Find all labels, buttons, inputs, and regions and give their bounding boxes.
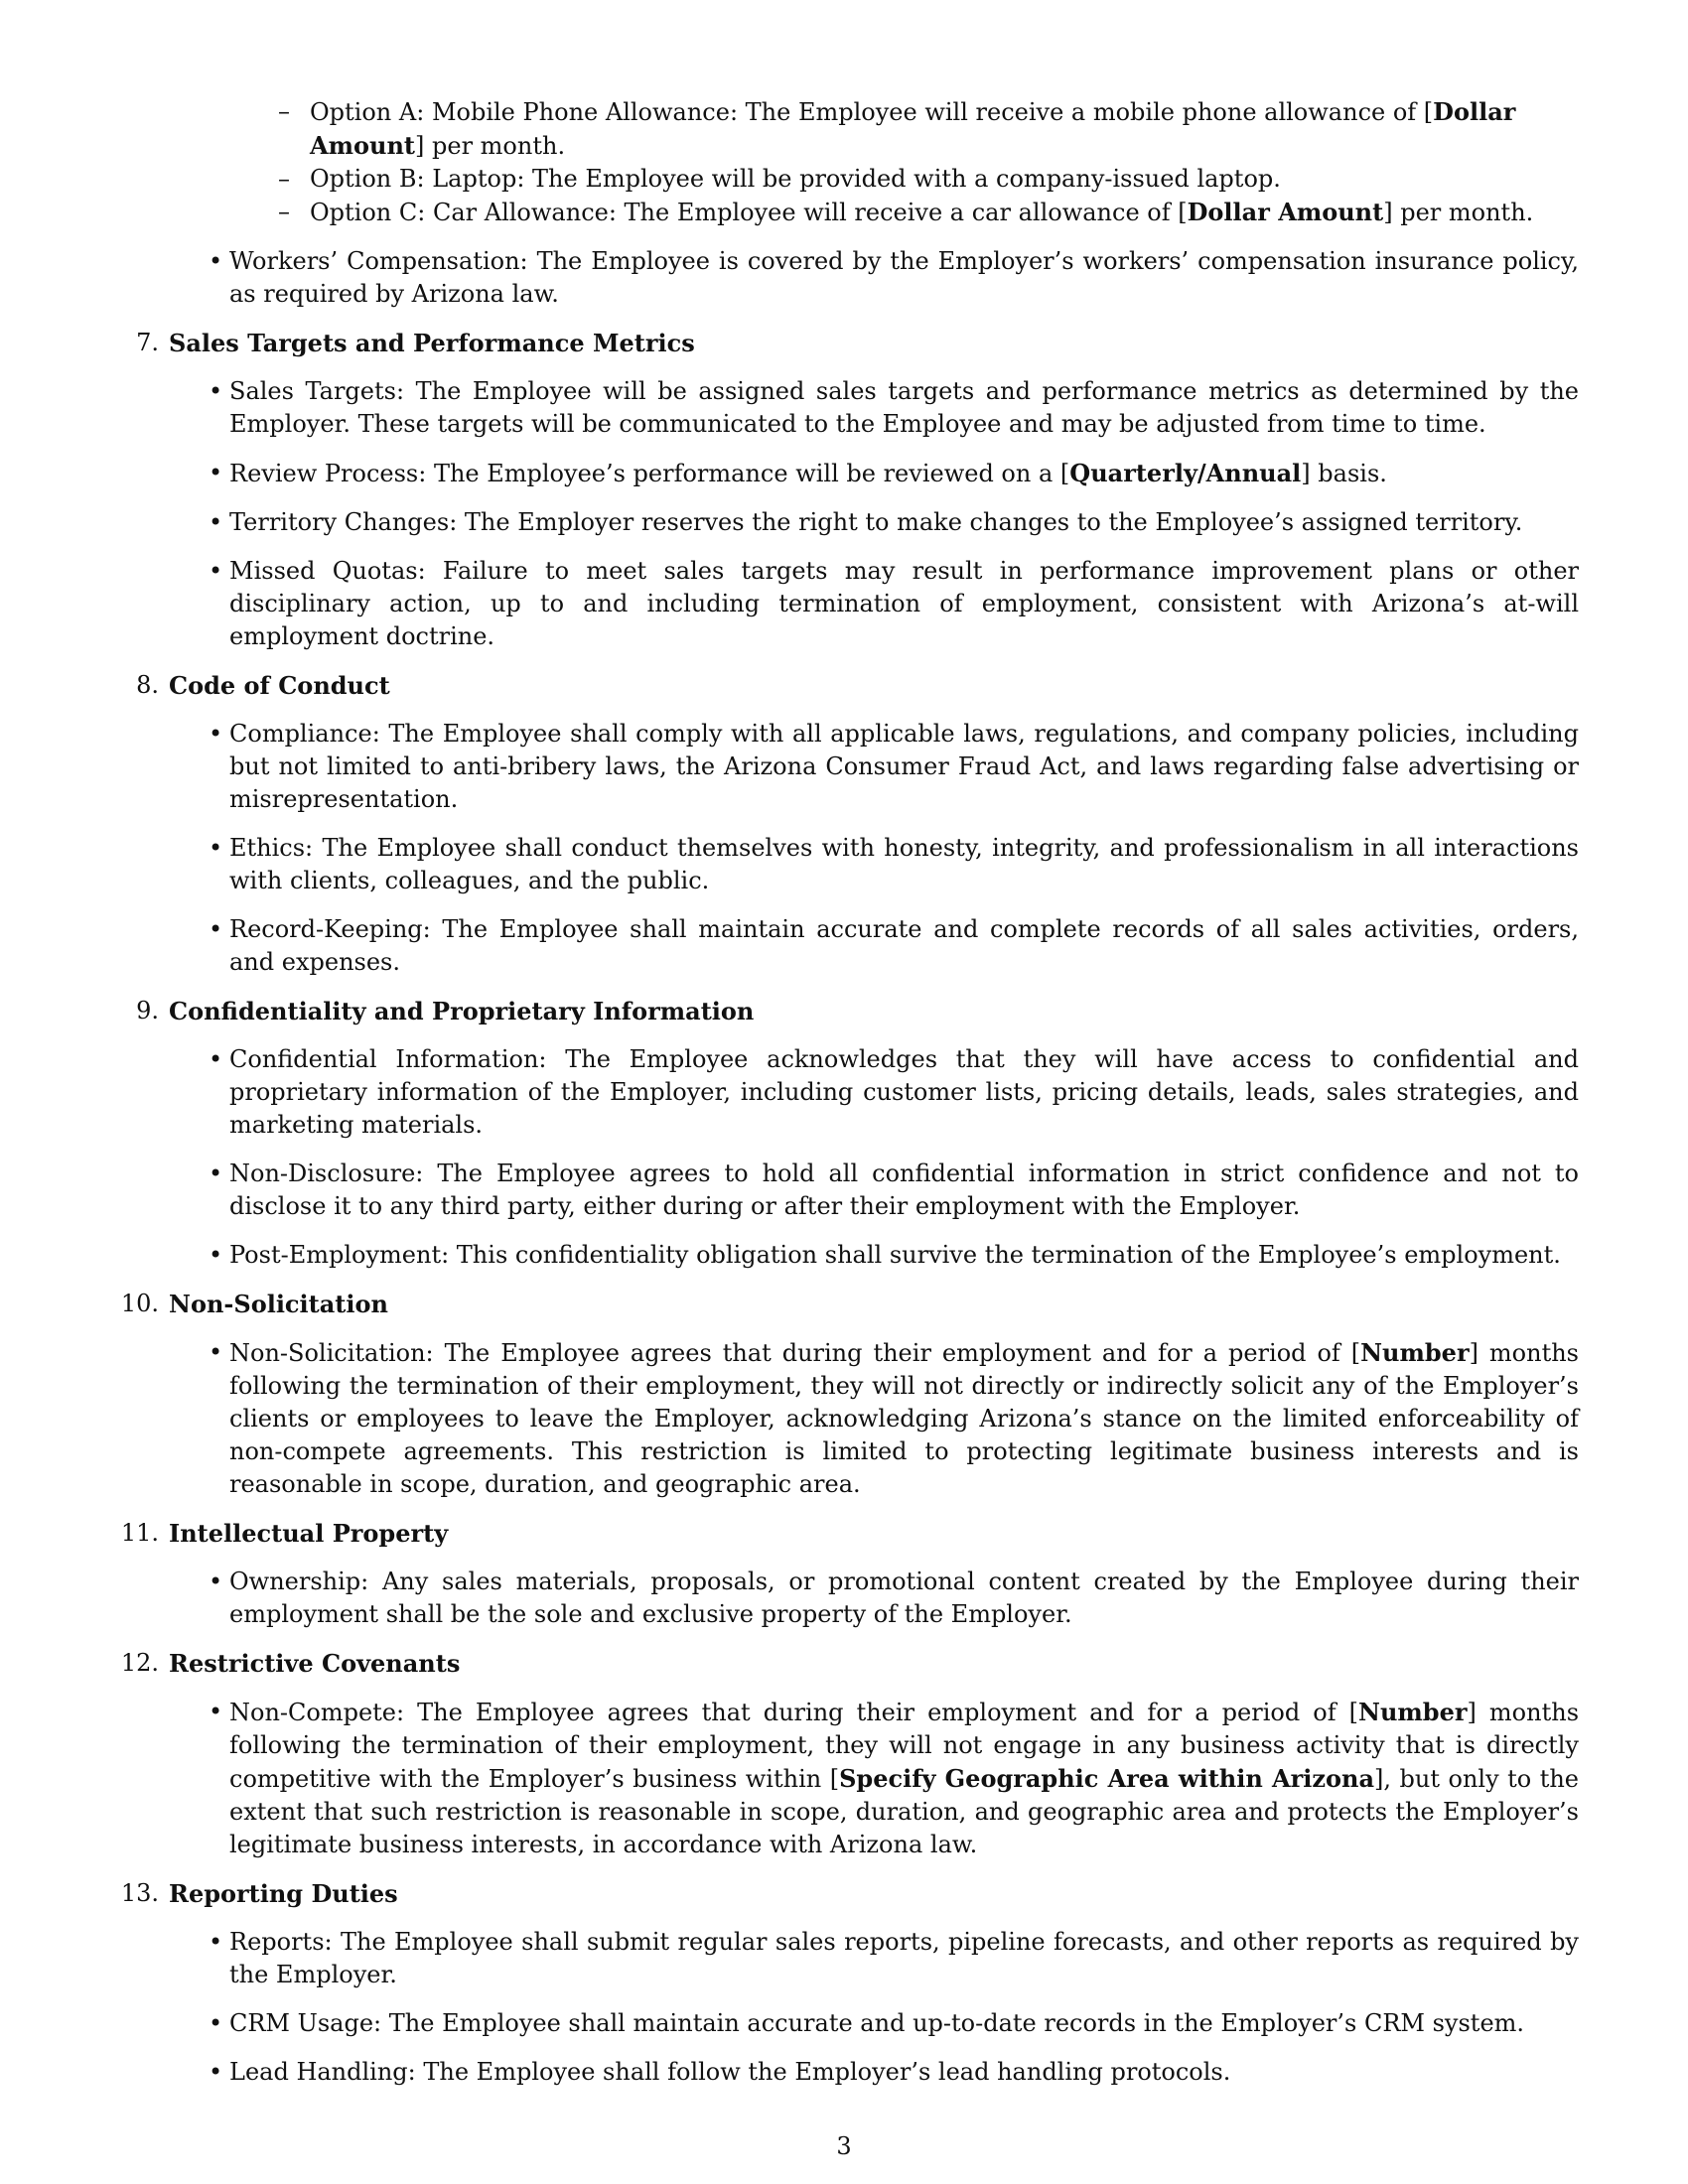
section-7	[129, 327, 1579, 653]
section-heading: 9. Confidentiality and Proprietary Information	[136, 997, 755, 1025]
section-13	[120, 1877, 1579, 2089]
option-b: – Option B: Laptop: The Employee will be provided with a company-issued laptop.	[278, 165, 1281, 193]
section-heading: 10. Non-Solicitation	[120, 1290, 388, 1318]
bullet-record-keeping: • Record-Keeping: The Employee shall maintain accurate and complete records of all sales activities, orders, and expenses.	[209, 915, 1579, 976]
section-8	[129, 669, 1579, 979]
section-heading: 11. Intellectual Property	[120, 1519, 449, 1548]
section-heading: 8. Code of Conduct	[136, 671, 390, 700]
bullet-missed-quotas: • Missed Quotas: Failure to meet sales targets may result in performance improvement plans or other disciplinary action, up to and including termination of employment, consistent with Arizona’s at-will employment doctrine.	[209, 557, 1579, 650]
bullet-ownership: • Ownership: Any sales materials, proposals, or promotional content created by the Employee during their employment shall be the sole and exclusive property of the Employer.	[209, 1568, 1579, 1628]
section-heading: 7. Sales Targets and Performance Metrics	[136, 329, 695, 357]
section-12	[120, 1647, 1580, 1861]
page-number: 3	[836, 2132, 852, 2160]
bullet-compliance: • Compliance: The Employee shall comply with all applicable laws, regulations, and company policies, including but not limited to anti-bribery laws, the Arizona Consumer Fraud Act, and laws regarding false advertising or misrepresentation.	[209, 720, 1579, 813]
bullet-ethics: • Ethics: The Employee shall conduct themselves with honesty, integrity, and professionalism in all interactions with clients, colleagues, and the public.	[209, 834, 1579, 894]
bullet-crm-usage: • CRM Usage: The Employee shall maintain accurate and up-to-date records in the Employer’s CRM system.	[209, 2009, 1525, 2037]
option-c: – Option C: Car Allowance: The Employee will receive a car allowance of [Dollar Amount] per month.	[278, 198, 1534, 226]
option-a: – Option A: Mobile Phone Allowance: The Employee will receive a mobile phone allowance of [Dollar Amount] per month.	[278, 97, 1516, 160]
bullet-confidential-information: • Confidential Information: The Employee acknowledges that they will have access to confidential and proprietary information of the Employer, including customer lists, pricing details, leads, sales strategies, and marketing materials.	[209, 1045, 1579, 1139]
section-heading: 12. Restrictive Covenants	[120, 1649, 461, 1678]
bullet-reports: • Reports: The Employee shall submit regular sales reports, pipeline forecasts, and other reports as required by the Employer.	[209, 1928, 1579, 1988]
section-11	[120, 1517, 1579, 1631]
bullet-lead-handling: • Lead Handling: The Employee shall follow the Employer’s lead handling protocols.	[209, 2058, 1231, 2086]
section-heading: 13. Reporting Duties	[120, 1879, 398, 1908]
bullet-territory-changes: • Territory Changes: The Employer reserves the right to make changes to the Employee’s assigned territory.	[209, 508, 1523, 536]
bullet-workers-compensation: • Workers’ Compensation: The Employee is covered by the Employer’s workers’ compensation insurance policy, as required by Arizona law.	[209, 247, 1579, 308]
benefit-options-list	[278, 95, 1579, 229]
bullet-sales-targets: • Sales Targets: The Employee will be assigned sales targets and performance metrics as determined by the Employer. These targets will be communicated to the Employee and may be adjusted from time to time.	[209, 377, 1579, 438]
bullet-post-employment: • Post-Employment: This confidentiality obligation shall survive the termination of the Employee’s employment.	[209, 1241, 1561, 1269]
bullet-non-compete: • Non-Compete: The Employee agrees that during their employment and for a period of [Number] months following the termination of their employment, they will not engage in any business activity that is directly competitive with the Employer’s business within [Specify Geographic Area within Arizona], but only to the extent that such restriction is reasonable in scope, duration, and geographic area and protects the Employer’s legitimate business interests, in accordance with Arizona law.	[209, 1698, 1580, 1858]
section-10	[120, 1288, 1579, 1501]
bullet-non-disclosure: • Non-Disclosure: The Employee agrees to hold all confidential information in strict confidence and not to disclose it to any third party, either during or after their employment with the Employer.	[209, 1160, 1579, 1220]
bullet-non-solicitation: • Non-Solicitation: The Employee agrees that during their employment and for a period of [Number] months following the termination of their employment, they will not directly or indirectly solicit any of the Employer’s clients or employees to leave the Employer, acknowledging Arizona’s stance on the limited enforceability of non-compete agreements. This restriction is limited to protecting legitimate business interests and is reasonable in scope, duration, and geographic area.	[209, 1338, 1579, 1498]
document-page	[120, 95, 1580, 2089]
workers-comp-block	[209, 245, 1579, 311]
bullet-review-process: • Review Process: The Employee’s performance will be reviewed on a [Quarterly/Annual] basis.	[209, 459, 1387, 487]
section-9	[129, 995, 1579, 1272]
